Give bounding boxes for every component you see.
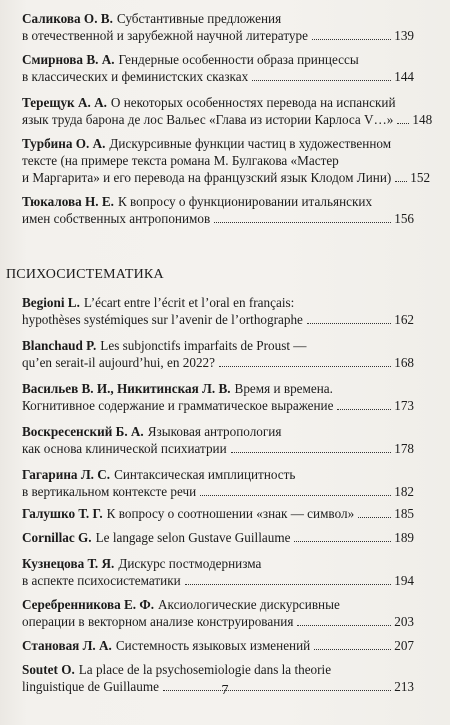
entry-author: Терещук А. А. <box>22 95 107 110</box>
dot-leader <box>297 625 391 626</box>
entry-author: Soutet O. <box>22 662 75 677</box>
entry-title-line: К вопросу о соотношении «знак — символ» <box>106 506 355 521</box>
entry-title-line: Синтаксическая имплицитность <box>114 467 296 482</box>
dot-leader <box>200 495 391 496</box>
dot-leader <box>307 323 391 324</box>
entry-author: Воскресенский Б. А. <box>22 424 144 439</box>
entry-title-line: К вопросу о функционировании итальянских <box>117 194 373 209</box>
entry-page-number: 148 <box>412 112 433 127</box>
toc-entry <box>22 529 414 546</box>
dot-leader <box>397 123 409 124</box>
entry-author: Тюкалова Н. Е. <box>22 194 114 209</box>
entry-title-line: Субстантивные предложения <box>116 11 282 26</box>
entry-page-number: 213 <box>394 679 414 694</box>
entry-title-line: в классических и феминистских сказках <box>22 69 249 84</box>
dot-leader <box>395 181 407 182</box>
section-heading: ПСИХОСИСТЕМАТИКА <box>6 267 164 282</box>
dot-leader <box>337 409 391 410</box>
entry-title-line: имен собственных антропонимов <box>22 211 211 226</box>
entry-page-number: 144 <box>394 69 414 84</box>
entry-author: Саликова О. В. <box>22 11 113 26</box>
entry-title-line: Le langage selon Gustave Guillaume <box>95 530 291 545</box>
toc-entry <box>22 94 433 128</box>
entry-title-line: linguistique de Guillaume <box>22 679 159 694</box>
entry-page-number: 178 <box>394 441 414 456</box>
entry-title-line: как основа клинической психиатрии <box>22 441 227 456</box>
toc-entry <box>22 596 414 630</box>
entry-page-number: 168 <box>394 355 414 370</box>
entry-page-number: 152 <box>410 170 431 185</box>
entry-page-number: 185 <box>394 506 414 521</box>
entry-title-line: О некоторых особенностях перевода на испанский <box>110 95 396 110</box>
entry-author: Становая Л. А. <box>22 638 112 653</box>
entry-title-line: в аспекте психосистематики <box>22 573 181 588</box>
entry-page-number: 173 <box>394 398 414 413</box>
entry-title-line: hypothèses systémiques sur l’avenir de l’orthographe <box>22 312 303 327</box>
entry-title-line: Языковая антропология <box>147 424 282 439</box>
entry-page-number: 156 <box>394 211 414 226</box>
entry-title-line: Дискурс постмодернизма <box>118 556 262 571</box>
entry-title-line: операции в векторном анализе конструирования <box>22 614 294 629</box>
entry-page-number: 203 <box>394 614 414 629</box>
toc-entry <box>22 193 414 227</box>
toc-entry <box>22 505 414 522</box>
entry-page-number: 182 <box>394 484 414 499</box>
entry-author: Гагарина Л. С. <box>22 467 111 482</box>
entry-title-line: Гендерные особенности образа принцессы <box>118 52 359 67</box>
entry-author: Васильев В. И., Никитинская Л. В. <box>22 381 231 396</box>
entry-page-number: 162 <box>394 312 414 327</box>
toc-entry <box>22 555 414 589</box>
dot-leader <box>214 222 391 223</box>
entry-title-line: в вертикальном контексте речи <box>22 484 197 499</box>
entry-title-line: и Маргарита» и его перевода на французский язык Клодом Лини) <box>22 170 392 185</box>
entry-page-number: 189 <box>394 530 414 545</box>
entry-title-line: Аксиологические дискурсивные <box>158 597 340 612</box>
toc-entry <box>22 294 414 328</box>
dot-leader <box>231 452 392 453</box>
toc-entry <box>22 380 414 414</box>
entry-title-line: La place de la psychosemiologie dans la theorie <box>78 662 332 677</box>
entry-title-line: Дискурсивные функции частиц в художественном <box>109 136 392 151</box>
entry-author: Смирнова В. А. <box>22 52 115 67</box>
entry-title-line: в отечественной и зарубежной научной литературе <box>22 28 308 43</box>
dot-leader <box>185 584 392 585</box>
entry-title-line: тексте (на примере текста романа М. Булгакова «Мастер <box>22 153 339 168</box>
toc-entry <box>22 337 414 371</box>
entry-author: Серебренникова Е. Ф. <box>22 597 155 612</box>
entry-author: Begioni L. <box>22 295 80 310</box>
dot-leader <box>358 517 391 518</box>
toc-entry <box>22 10 414 44</box>
dot-leader <box>294 541 391 542</box>
dot-leader <box>312 39 391 40</box>
entry-author: Турбина О. А. <box>22 136 106 151</box>
dot-leader <box>252 80 391 81</box>
dot-leader <box>314 649 391 650</box>
entry-title-line: Les subjonctifs imparfaits de Proust — <box>100 338 307 353</box>
entry-page-number: 194 <box>394 573 414 588</box>
toc-entry <box>22 135 431 186</box>
entry-page-number: 139 <box>394 28 414 43</box>
entry-title-line: Системность языковых изменений <box>115 638 311 653</box>
toc-entry <box>22 423 414 457</box>
toc-entry <box>22 637 414 654</box>
toc-entry <box>22 466 414 500</box>
page-number: 7 <box>221 683 229 698</box>
entry-title-line: L’écart entre l’écrit et l’oral en français: <box>83 295 295 310</box>
entry-author: Blanchaud P. <box>22 338 97 353</box>
entry-title-line: язык труда барона де лос Вальес «Глава из истории Карлоса V…» <box>22 112 394 127</box>
entry-author: Кузнецова Т. Я. <box>22 556 115 571</box>
entry-author: Cornillac G. <box>22 530 92 545</box>
entry-author: Галушко Т. Г. <box>22 506 103 521</box>
entry-title-line: Время и времена. <box>234 381 333 396</box>
entry-page-number: 207 <box>394 638 414 653</box>
toc-entry <box>22 51 414 85</box>
entry-title-line: Когнитивное содержание и грамматическое выражение <box>22 398 334 413</box>
dot-leader <box>219 366 391 367</box>
entry-title-line: qu’en serait-il aujourd’hui, en 2022? <box>22 355 215 370</box>
